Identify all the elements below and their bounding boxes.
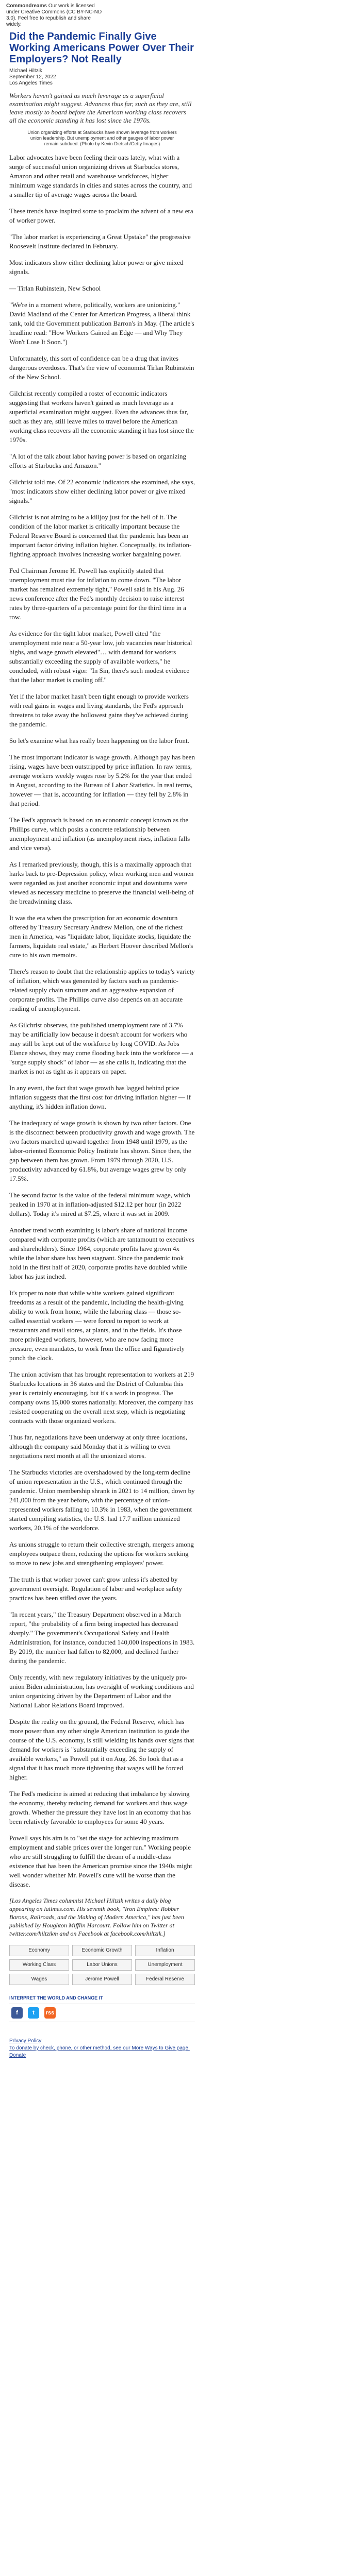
article-paragraph: "In recent years," the Treasury Department observed in a March report, "the probability of a firm being inspected has decreased sharply." The government's Occupational Safety and Health Administration, for instance, conducted 140,000 inspections in 1983. By 2019, the number had fallen to 82,000, and declined further during the pandemic.	[9, 1611, 195, 1665]
tag-link[interactable]: Economic Growth	[72, 1945, 132, 1956]
article-paragraph: These trends have inspired some to proclaim the advent of a new era of worker power.	[9, 207, 193, 224]
author-bio	[9, 1896, 195, 1938]
article-paragraph: Powell says his aim is to "set the stage for achieving maximum employment and stable prices over the longer run." Working people who are still struggling to fulfill the dream of a middle-class existence that has been the American promise since the 1940s might well wonder whether Mr. Powell's cure will be worse than the disease.	[9, 1834, 192, 1888]
tag-link[interactable]: Inflation	[135, 1945, 195, 1956]
article-paragraph: Despite the reality on the ground, the Federal Reserve, which has more power than any other single American institution to guide the course of the U.S. economy, is still wielding its hands over signs that demand for workers is "substantially exceeding the supply of available workers," as Powell put it on Aug. 26. So look that as a signal that it has much more tightening that wages will be forced higher.	[9, 1718, 194, 1781]
article-paragraph: Most indicators show either declining labor power or give mixed signals.	[9, 259, 184, 276]
article-paragraph: The inadequacy of wage growth is shown by two other factors. One is the disconnect between productivity growth and wage growth. The two factors marched upward together from 1948 until 1979, as the labor-oriented Economic Policy Institute has shown. Since then, the gap between them has grown. From 1979 through 2020, U.S. productivity advanced by 61.8%, but average wages grew by only 17.5%.	[9, 1119, 195, 1182]
article-paragraph: Gilchrist recently compiled a roster of economic indicators suggesting that workers haven't gained as much leverage as a superficial examination might suggest. Even the advances thus far, such as they are, still leave miles to travel before the American working class recovers all the economic standing it has lost since the 1970s.	[9, 389, 194, 444]
article-paragraph: Unfortunately, this sort of confidence can be a drug that invites dangerous overdoses. That's the view of economist Tirlan Rubinstein of the New School.	[9, 354, 194, 381]
author-bio-text: [Los Angeles Times columnist Michael Hiltzik writes a daily blog appearing on latimes.com. His seventh book, "Iron Empires: Robber Barons, Railroads, and the Making of Modern America," has just been published by Houghton Mifflin Harcourt. Follow him on Twitter at twitter.com/hiltzikm and on Facebook at facebook.com/hiltzik.]	[9, 1897, 184, 1937]
article-paragraph: There's reason to doubt that the relationship applies to today's variety of inflation, which was generated by factors such as pandemic-related supply chain structure and an aggressive expansion of corporate profits. The Phillips curve also depends on an accurate reading of unemployment.	[9, 968, 195, 1012]
article-paragraph: Another trend worth examining is labor's share of national income compared with corporate profits (which are tantamount to executives and shareholders). Since 1964, corporate profits have grown 4x while the labor share has been stagnant. Since the pandemic took hold in the first half of 2020, corporate profits have doubled while labor has just inched.	[9, 1226, 194, 1280]
article-paragraph: "We're in a moment where, politically, workers are unionizing." David Madland of the Center for American Progress, a liberal think tank, told the Government publication Barron's in May. (The article's headline read: "How Workers Gained an Edge — and Why They Won't Lose It Soon.")	[9, 301, 194, 346]
twitter-icon[interactable]: t	[28, 2007, 39, 2019]
article-paragraph: As evidence for the tight labor market, Powell cited "the unemployment rate near a 50-year low, job vacancies near historical highs, and wage growth elevated"… with demand for workers substantially exceeding the supply of available workers," he concluded, with robust vigor. "In Sin, there's such modest evidence that the labor market is cooling off."	[9, 630, 192, 684]
article-paragraph: It's proper to note that while white workers gained significant freedoms as a result of the pandemic, including the health-giving ability to work from home, while the laboring class — those so-called essential workers — were forced to report to work at restaurants and retail stores, at plants, and in the fields. It's those more privileged workers, however, who are now facing more pressure, even mandates, to work from the office and figuratively punch the clock.	[9, 1289, 185, 1362]
facebook-icon[interactable]: f	[11, 2007, 23, 2019]
privacy-policy-link[interactable]: Privacy Policy	[9, 2038, 42, 2044]
tag-link[interactable]: Wages	[9, 1974, 69, 1985]
article-paragraph: In any event, the fact that wage growth has lagged behind price inflation suggests that the first cost for driving inflation higher — if anything, it's hidden inflation down.	[9, 1084, 191, 1110]
legal-links	[9, 2038, 195, 2059]
donate-link[interactable]: Donate	[9, 2053, 26, 2058]
article-paragraph: Gilchrist is not aiming to be a killjoy just for the hell of it. The condition of the labor market is critically important because the Federal Reserve Board is concerned that the pandemic has been an important factor driving inflation higher. Conceptually, its inflation-fighting approach involves increasing worker bargaining power.	[9, 513, 192, 558]
donate-info-link[interactable]: To donate by check, phone, or other method, see our More Ways to Give page.	[9, 2045, 190, 2051]
article	[9, 31, 195, 2059]
photo-caption: Union organizing efforts at Starbucks have shown leverage from workers union leadership. But unemployment and other gauges of labor power remain subdued. (Photo by Kevin Dietsch/Getty Images)	[27, 130, 177, 146]
article-paragraph: "A lot of the talk about labor having power is based on organizing efforts at Starbucks and Amazon."	[9, 452, 186, 469]
article-paragraph: Only recently, with new regulatory initiatives by the uniquely pro-union Biden administration, has oversight of working conditions and union organizing driven by the Department of Labor and the National Labor Relations Board improved.	[9, 1673, 194, 1709]
article-paragraph: The truth is that worker power can't grow unless it's abetted by government oversight. Regulation of labor and workplace safety practices has been stifled over the years.	[9, 1575, 183, 1602]
author: Michael Hiltzik	[9, 68, 42, 74]
article-paragraph: Gilchrist told me. Of 22 economic indicators she examined, she says, "most indicators show either declining labor power or give mixed signals."	[9, 478, 195, 504]
article-paragraph: The union activism that has brought representation to workers at 219 Starbucks locations in 36 states and the District of Columbia this year is certainly encouraging, but it's a work in progress. The company owns 15,000 stores nationally. Moreover, the company has resisted cooperating on the overall next step, which is negotiating contracts with those organized workers.	[9, 1370, 194, 1425]
article-paragraph: As unions struggle to return their collective strength, mergers among employees outpace them, reducing the options for workers seeking to move to new jobs and strengthening employers' power.	[9, 1540, 194, 1567]
article-paragraph: "The labor market is experiencing a Great Upstake" the progressive Roosevelt Institute declared in February.	[9, 233, 191, 250]
tag-list	[9, 1945, 195, 1985]
article-paragraph: — Tirlan Rubinstein, New School	[9, 284, 101, 292]
article-paragraph: As Gilchrist observes, the published unemployment rate of 3.7% may be artificially low because it doesn't account for workers who may still be kept out of the workforce by long COVID. As Jobs Elance shows, they may come flooding back into the workforce — a "surge supply shock" of labor — as she calls it, indicating that the market is not as tight as it appears on paper.	[9, 1021, 193, 1075]
article-paragraph: The Starbucks victories are overshadowed by the long-term decline of union representation in the U.S., which continued through the pandemic. Union membership shrank in 2021 to 14 million, down by 241,000 from the year before, with the percentage of union-represented workers falling to 10.3% in 1983, when the government started compiling statistics, the U.S. had 17.7 million unionized workers, 20.1% of the workforce.	[9, 1468, 195, 1532]
tag-link[interactable]: Working Class	[9, 1959, 69, 1971]
article-subhead: Workers haven't gained as much leverage as a superficial examination might suggest. Advances thus far, such as they are, still leave mostly to board before the American working class recovers all the economic standing it has lost since the 1970s.	[9, 92, 192, 124]
tag-link[interactable]: Economy	[9, 1945, 69, 1956]
banner-lead: Commondreams	[6, 3, 47, 9]
article-paragraph: It was the era when the prescription for an economic downturn offered by Treasury Secretary Andrew Mellon, one of the richest men in America, was "liquidate labor, liquidate stocks, liquidate the farmers, liquidate real estate," as Herbert Hoover described Mellon's cure to his own memoirs.	[9, 914, 193, 959]
publish-date: September 12, 2022	[9, 74, 56, 80]
tag-link[interactable]: Federal Reserve	[135, 1974, 195, 1985]
license-banner	[6, 3, 102, 28]
banner-text: Our work is licensed under Creative Commons (CC BY-NC-ND 3.0). Feel free to republish and share widely.	[6, 3, 102, 27]
rss-icon[interactable]: rss	[44, 2007, 56, 2019]
article-title: Did the Pandemic Finally Give Working Americans Power Over Their Employers? Not Really	[9, 31, 194, 65]
article-paragraph: Labor advocates have been feeling their oats lately, what with a surge of successful union organizing drives at Starbucks stores, Amazon and other retail and warehouse workforces, higher minimum wage standards in cities and states across the country, and a smaller tip of average wages across the board.	[9, 154, 192, 198]
article-paragraph: The second factor is the value of the federal minimum wage, which peaked in 1970 at in inflation-adjusted $12.12 per hour (in 2022 dollars). Today it's mired at $7.25, where it was set in 2009.	[9, 1191, 190, 1217]
article-paragraph: The Fed's approach is based on an economic concept known as the Phillips curve, which posits a concrete relationship between unemployment and inflation (as unemployment rises, inflation falls and vice versa).	[9, 816, 190, 852]
article-paragraph: The most important indicator is wage growth. Although pay has been rising, wages have been outstripped by price inflation. In raw terms, average workers weekly wages rose by 5.2% for the year that ended in August, according to the Bureau of Labor Statistics. In real terms, however — that is, accounting for inflation — they fell by 2.8% in that period.	[9, 753, 195, 807]
tag-link[interactable]: Unemployment	[135, 1959, 195, 1971]
tag-link[interactable]: Jerome Powell	[72, 1974, 132, 1985]
social-bar	[9, 2004, 195, 2022]
source: Los Angeles Times	[9, 80, 53, 86]
article-paragraph: As I remarked previously, though, this is a maximally approach that harks back to pre-Depression policy, when working men and women were regarded as just another economic input and downturns were viewed as necessary medicine to preserve the financial well-being of the breadwinning class.	[9, 860, 194, 905]
article-paragraph: Thus far, negotiations have been underway at only three locations, although the company said Monday that it is willing to even negotiations next month at all the unionized stores.	[9, 1433, 187, 1460]
article-paragraph: The Fed's medicine is aimed at reducing that imbalance by slowing the economy, thereby reducing demand for workers and thus wage growth. Whether the pressure they have lost in an economy that has been relatively favorable to employees for some 40 years.	[9, 1790, 191, 1825]
article-body	[9, 153, 195, 1889]
article-paragraph: So let's examine what has really been happening on the labor front.	[9, 737, 189, 744]
article-paragraph: Fed Chairman Jerome H. Powell has explicitly stated that unemployment must rise for inflation to come down. "The labor market has remained extremely tight," Powell said in his Aug. 26 news conference after the Fed's monthly decision to raise interest rates by three-quarters of a percentage point for the third time in a row.	[9, 567, 186, 621]
tag-link[interactable]: Labor Unions	[72, 1959, 132, 1971]
article-paragraph: Yet if the labor market hasn't been tight enough to provide workers with real gains in wages and living standards, the Fed's approach threatens to take away the hollowest gains they've achieved during the pandemic.	[9, 692, 189, 728]
tagline: INTERPRET THE WORLD AND CHANGE IT	[9, 1995, 103, 2001]
byline	[9, 68, 195, 87]
